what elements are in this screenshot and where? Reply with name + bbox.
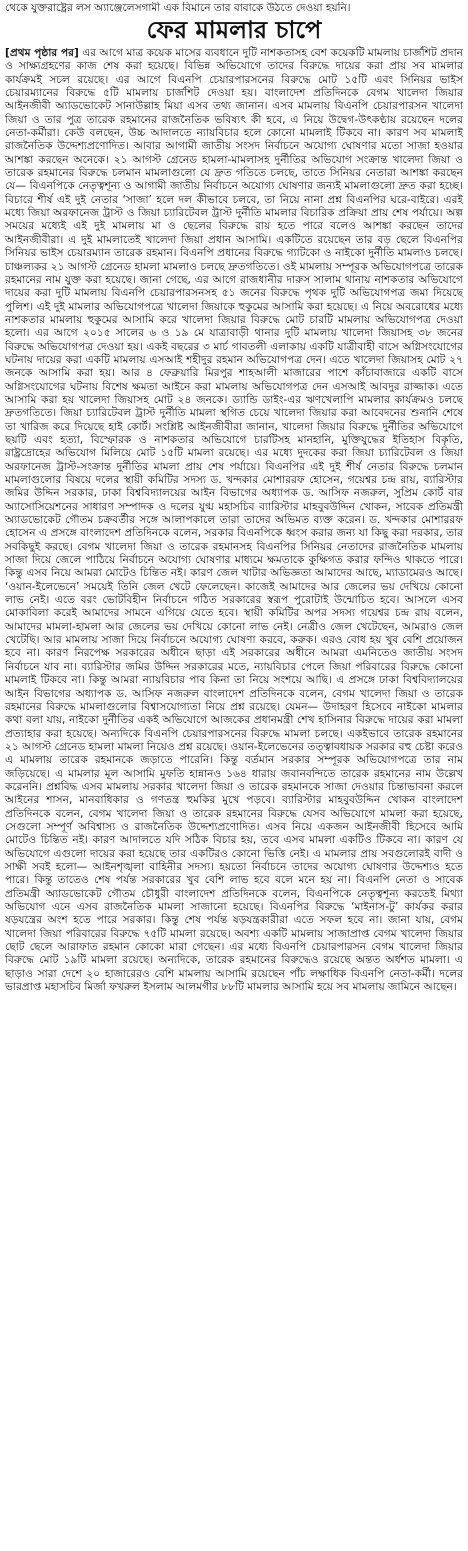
article-body-paragraph bbox=[5, 47, 463, 994]
previous-article-tail: থেকে যুক্তরাষ্ট্রের লস অ্যাঞ্জেলেসগামী এক বিমানে তার বাবাকে উঠতে দেওয়া হয়নি। bbox=[5, 2, 351, 14]
article-headline: ফের মামলার চাপে bbox=[146, 16, 322, 44]
continued-from-marker: [প্রথম পৃষ্ঠার পর] bbox=[5, 47, 79, 59]
article-body-text: এর আগে মাত্র কয়েক মাসের ব্যবধানে দুটি নাশকতাসহ বেশ কয়েকটি মামলায় চার্জশিট প্রদান ও সাক্ষ্যগ্রহণের কাজ শেষ করা হয়েছে। বিভিন্ন অভিযোগে তাদের বিরুদ্ধে দায়ের করা প্রায় সব মামলার কার্যক্রমই সচল রয়েছে। এর আগে বিএনপি চেয়ারপারসনের বিরুদ্ধে মোট ১৫টি এবং সিনিয়র ভাইস চেয়ারম্যানের বিরুদ্ধে ৫টি মামলায় চার্জশিট দেওয়া হয়। বাংলাদেশ প্রতিদিনকে বেগম খালেদা জিয়ার আইনজীবী অ্যাডভোকেট সানাউল্লাহ মিয়া এসব তথ্য জানান। এসব মামলায় বিএনপি চেয়ারপারসন খালেদা জিয়া ও তার পুত্র তারেক রহমানের রাজনৈতিক ভবিষ্যৎ কী হবে, এ নিয়ে উদ্বেগ-উৎকণ্ঠায় রয়েছেন দলের নেতা-কর্মীরা। কেউ বলছেন, উচ্চ আদালতে ন্যায়বিচার হলে কোনো মামলাই টিকবে না। কারণ সব মামলাই রাজনৈতিক উদ্দেশ্যপ্রণোদিত। আবার আগামী জাতীয় সংসদ নির্বাচনে অযোগ্য ঘোষণার মতো সাজা হওয়ার আশঙ্কা করছেন অনেকে। ২১ আগস্ট গ্রেনেড হামলা-মামলাসহ দুর্নীতির অভিযোগ সংক্রান্ত খালেদা জিয়া ও তারেক রহমানের বিরুদ্ধে চলমান মামলাগুলো যে দ্রুত গতিতে চলছে, তাতে সিনিয়র নেতারা আশঙ্কা করছেন যে— বিএনপিকে নেতৃত্বশূন্য ও আগামী জাতীয় নির্বাচনে অযোগ্য ঘোষণার জন্যই মামলাগুলো দ্রুত করা হচ্ছে। বিচারে শীর্ষ এই দুই নেতার ‘সাজা’ হলে দল কীভাবে চলবে, তা নিয়ে নানা প্রশ্ন বিএনপির ঘরে-বাইরে। এরই মধ্যে জিয়া অরফানেজ ট্রাস্ট ও জিয়া চ্যারিটেবল ট্রাস্ট দুর্নীতি মামলার বিচারিক প্রক্রিয়া প্রায় শেষ পর্যায়ে। অল্প সময়ের মধ্যেই এই দুই মামলায় মা ও ছেলের বিরুদ্ধে রায় হতে পারে বলেও আশঙ্কা করছেন তাদের আইনজীবীরা। এ দুই মামলাতেই খালেদা জিয়া প্রধান আসামি। একটিতে রয়েছেন তার বড় ছেলে বিএনপির সিনিয়র ভাইস চেয়ারম্যান তারেক রহমান। বিএনপি প্রধানের বিরুদ্ধে গ্যাটকো ও নাইকো দুর্নীতি মামলাও চলছে। চাঞ্চল্যকর ২১ আগস্ট গ্রেনেড হামলা মামলাও চলছে দ্রুতগতিতে। ওই মামলায় সম্পূরক অভিযোগপত্রে তারেক রহমানের নাম যুক্ত করা হয়েছে। জানা গেছে, এর আগে রাজধানীর দারুস সালাম থানায় নাশকতার অভিযোগে দায়ের করা দুটি মামলায় বিএনপি চেয়ারপারসনসহ ৫১ জনের বিরুদ্ধে পৃথক দুটি অভিযোগপত্র জমা দিয়েছে পুলিশ। এই দুই মামলার অভিযোগপত্রে খালেদা জিয়াকে হুকুমের আসামি করা হয়েছে। এ নিয়ে অবরোধের মধ্যে নাশকতার মামলায় হুকুমের আসামি করে খালেদা জিয়ার বিরুদ্ধে মোট চারটি মামলায় অভিযোগপত্র দেওয়া হলো। এর আগে ২০১৫ সালের ৬ ও ১৯ মে যাত্রাবাড়ী থানার দুটি মামলায় খালেদা জিয়াসহ ৩৮ জনের বিরুদ্ধে অভিযোগপত্র দেওয়া হয়। একই বছরের ৩ মার্চ গাবতলী এলাকায় একটি যাত্রীবাহী বাসে অগ্নিসংযোগের ঘটনায় দায়ের করা একটি মামলায় এসআই শহীদুর রহমান অভিযোগপত্র দেন। এতে খালেদা জিয়াসহ মোট ২৭ জনকে আসামি করা হয়। আর ৪ ফেব্রুয়ারি মিরপুর শাহআলী মাজারের পাশে কাঁচাবাজারে একটি বাসে অগ্নিসংযোগের ঘটনায় বিশেষ ক্ষমতা আইনে করা মামলায় অভিযোগপত্র দেন এসআই আবদুর রাজ্জাক। এতে আসামি করা হয় খালেদা জিয়াসহ মোট ২৪ জনকে। ড্যান্ডি ডাইং-এর ঋণখেলাপি মামলার কার্যক্রমও চলছে দ্রুতগতিতে। জিয়া চ্যারিটেবল ট্রাস্ট দুর্নীতি মামলা স্থগিত চেয়ে খালেদা জিয়ার করা আবেদনের শুনানি শেষে তা খারিজ করে দিয়েছে হাই কোর্ট। সংশ্লিষ্ট আইনজীবীরা জানান, খালেদা জিয়ার বিরুদ্ধে দুর্নীতির অভিযোগে ছয়টি এবং হত্যা, বিস্ফোরক ও নাশকতার অভিযোগে চারটিসহ মানহানি, মুক্তিযুদ্ধের ইতিহাস বিকৃতি, রাষ্ট্রদ্রোহের অভিযোগ মিলিয়ে মোট ১৫টি মামলা রয়েছে। এর মধ্যে দুদকের করা জিয়া চ্যারিটেবল ও জিয়া অরফানেজ ট্রাস্ট-সংক্রান্ত দুর্নীতির মামলা প্রায় শেষ পর্যায়ে। বিএনপির এই দুই শীর্ষ নেতার বিরুদ্ধে চলমান মামলাগুলোর বিষয়ে দলের স্থায়ী কমিটির সদস্য ড. খন্দকার মোশাররফ হোসেন, গয়েশ্বর চন্দ্র রায়, ব্যারিস্টার জমির উদ্দিন সরকার, ঢাকা বিশ্ববিদ্যালয়ের আইন বিভাগের অধ্যাপক ড. আসিফ নজরুল, সুপ্রিম কোর্ট বার অ্যাসোসিয়েশনের সাধারণ সম্পাদক ও দলের যুগ্ম মহাসচিব ব্যারিস্টার মাহবুবউদ্দিন খোকন, সাবেক প্রতিমন্ত্রী অ্যাডভোকেট গৌতম চক্রবর্তীর সঙ্গে আলাপকালে তারা তাদের অভিমত ব্যক্ত করেন। ড. খন্দকার মোশাররফ হোসেন এ প্রসঙ্গে বাংলাদেশ প্রতিদিনকে বলেন, সরকার বিএনপিকে ধ্বংস করার জন্য যা কিছু করা দরকার, তার সবকিছুই করছে। বেগম খালেদা জিয়া ও তারেক রহমানসহ বিএনপির সিনিয়র নেতাদের রাজনৈতিক মামলায় সাজা দিয়ে জেলে পাঠিয়ে নির্বাচনে অযোগ্য ঘোষণার মাধ্যমে ক্ষমতাকে কুক্ষিগত করার ফন্দিও থাকতে পারে। কিন্তু এসব নিয়ে আমরা মোটেও চিন্তিত নই। কারণ জেল খাটার অভিজ্ঞতা আমাদের আছে, ম্যাডামেরও আছে। ‘ওয়ান-ইলেভেনে’ সময়েই তিনি জেল খেটে ফেলেছেন। কাজেই আমাদের আর জেলের ভয় দেখিয়ে কোনো লাভ নেই। এতে বরং ভোটবিহীন নির্বাচনে গঠিত সরকারের স্বরূপ পুরোটাই উন্মোচিত হবে। আসলে এসব মোকাবিলা করেই আমাদের সামনে এগিয়ে যেতে হবে। স্থায়ী কমিটির অপর সদস্য গয়েশ্বর চন্দ্র রায় বলেন, আমাদের মামলা-হামলা আর জেলের ভয় দেখিয়ে কোনো লাভ নেই। নেত্রীও জেল খেটেছেন, আমরাও জেল খেটেছি। আর মামলায় সাজা দিয়ে নির্বাচনে অযোগ্য ঘোষণা করবে, করুক। এরও বোধ হয় খুব বেশি প্রয়োজন হবে না। কারণ নিরপেক্ষ সরকারের অধীনে ছাড়া এই সরকারের অধীনে আমরা এমনিতেও জাতীয় সংসদ নির্বাচনে যাব না। ব্যারিস্টার জমির উদ্দিন সরকারের মতে, ন্যায়বিচার পেলে জিয়া পরিবারের বিরুদ্ধে কোনো মামলাই টিকবে না। কিন্তু আমরা ন্যায়বিচার পাব কিনা তা নিয়ে সংশয়ে আছি। এ প্রসঙ্গে ঢাকা বিশ্ববিদ্যালয়ের আইন বিভাগের অধ্যাপক ড. আসিফ নজরুল বাংলাদেশ প্রতিদিনকে বলেন, বেগম খালেদা জিয়া ও তারেক রহমানের বিরুদ্ধে মামলাগুলোর বিশ্বাসযোগ্যতা নিয়ে প্রশ্ন রয়েছে। যেমন— উদাহরণ হিসেবে নাইকো মামলার কথা বলা যায়, নাইকো দুর্নীতির একই অভিযোগে আজকের প্রধানমন্ত্রী শেখ হাসিনার বিরুদ্ধে দায়ের করা মামলা প্রত্যাহার করা হয়েছে। অন্যদিকে বিএনপি চেয়ারপারসনের বিরুদ্ধে মামলা চলছে। একইভাবে তারেক রহমানের ২১ আগস্ট গ্রেনেড হামলা মামলা নিয়েও প্রশ্ন রয়েছে। ওয়ান-ইলেভেনের তত্ত্বাবধায়ক সরকার বহু চেষ্টা করেও এ মামলায় তারেক রহমানকে জড়াতে পারেনি। কিন্তু বর্তমান সরকার সম্পূরক অভিযোগপত্রে তার নাম জড়িয়েছে। এ মামলার মূল আসামি মুফতি হান্নানও ১৬৪ ধারায় জবানবন্দিতে তারেক রহমানের নাম উল্লেখ করেননি। প্রশ্নবিদ্ধ এসব মামলায় সরকার খালেদা জিয়া ও তারেক রহমানকে সাজা দেওয়ার চিন্তাভাবনা করলে আইনের শাসন, মানবাধিকার ও গণতন্ত্র হুমকির মুখে পড়বে। ব্যারিস্টার মাহবুবউদ্দিন খোকন বাংলাদেশ প্রতিদিনকে বলেন, বেগম খালেদা জিয়া ও তারেক রহমানের বিরুদ্ধে যেসব অভিযোগে মামলা করা হয়েছে, সেগুলো সম্পূর্ণ অবিশ্বাস্য ও রাজনৈতিক উদ্দেশ্যপ্রণোদিত। এসব নিয়ে একজন আইনজীবী হিসেবে আমি মোটেও চিন্তিত নই। কারণ আদালতে যদি সঠিক বিচার হয়, তবে এসব মামলা একটিও টিকবে না। কারণ যে অভিযোগে এগুলো দায়ের করা হয়েছে তার একটিরও কোনো ভিত্তি নেই। এ মামলার প্রায় সবগুলোরই বাদী ও সাক্ষী সবই হলো— আইনশৃঙ্খলা বাহিনীর সদস্য। হয়তো নির্বাচনে তাদের অযোগ্য ঘোষণার উদ্দেশ্যও হতে পারে। কিন্তু তাতেও শেষ পর্যন্ত সরকারের খুব বেশি লাভ হবে বলে মনে হয় না। বিএনপি নেতা ও সাবেক প্রতিমন্ত্রী অ্যাডভোকেট গৌতম চৌধুরী বাংলাদেশ প্রতিদিনকে বলেন, বিএনপিকে নেতৃত্বশূন্য করতেই মিথ্যা অভিযোগ এনে এসব রাজনৈতিক মামলা সাজানো হয়েছে। বিএনপির বিরুদ্ধে ‘মাইনাস-টু’ কার্যকর করার ষড়যন্ত্রের অংশ হতে পারে সরকার। কিন্তু শেষ পর্যন্ত ষড়যন্ত্রকারীরা এতে সফল হবে না। জানা যায়, বেগম খালেদা জিয়া পরিবারের বিরুদ্ধে ৭৫টি মামলা রয়েছে। অবশ্য একটি মামলায় সাজাপ্রাপ্ত বেগম খালেদা জিয়ার ছোট ছেলে আরাফাত রহমান কোকো মারা গেছেন। এর মধ্যে বিএনপি চেয়ারপারসন বেগম খালেদা জিয়ার বিরুদ্ধে মোট ১৯টি মামলা রয়েছে। অন্যদিকে, তারেক রহমানের বিরুদ্ধেও রয়েছে অন্তত অর্ধশত মামলা। এ ছাড়াও সারা দেশে ২০ হাজারেরও বেশি মামলায় আসামি রয়েছেন পাঁচ লক্ষাধিক বিএনপি নেতা-কর্মী। দলের ভারপ্রাপ্ত মহাসচিব মির্জা ফখরুল ইসলাম আলমগীর ৮৮টি মামলার আসামি হয়ে সব মামলায় জামিনে আছেন। bbox=[5, 47, 463, 994]
